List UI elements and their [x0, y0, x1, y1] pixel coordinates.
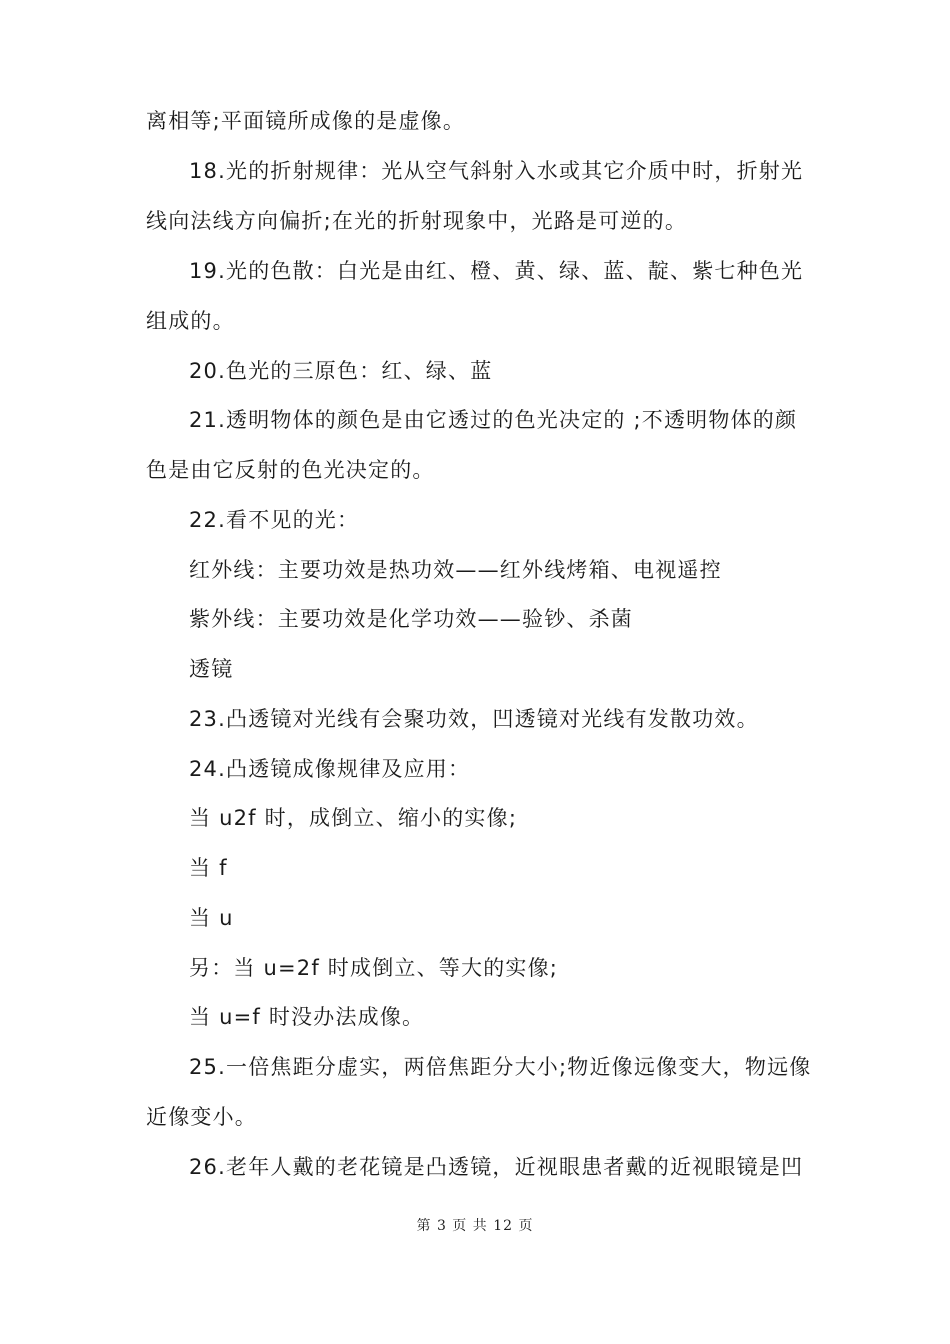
text-line: 24.凸透镜成像规律及应用：: [189, 757, 471, 781]
text-line: 近像变小。: [146, 1105, 257, 1129]
text-line: 红外线：主要功效是热功效——红外线烤箱、电视遥控: [189, 558, 722, 582]
text-line: 离相等;平面镜所成像的是虚像。: [146, 109, 466, 133]
text-line: 当 u=f 时没办法成像。: [189, 1005, 425, 1029]
text-line: 线向法线方向偏折;在光的折射现象中，光路是可逆的。: [146, 209, 688, 233]
text-line: 25.一倍焦距分虚实，两倍焦距分大小;物近像远像变大，物远像: [189, 1055, 812, 1079]
text-line: 另：当 u=2f 时成倒立、等大的实像;: [189, 956, 559, 980]
text-line: 21.透明物体的颜色是由它透过的色光决定的 ;不透明物体的颜: [189, 408, 798, 432]
text-line: 19.光的色散：白光是由红、橙、黄、绿、蓝、靛、紫七种色光: [189, 259, 804, 283]
text-line: 当 u2f 时，成倒立、缩小的实像;: [189, 806, 518, 830]
text-line: 紫外线：主要功效是化学功效——验钞、杀菌: [189, 607, 633, 631]
text-line: 组成的。: [146, 309, 235, 333]
text-line: 当 f: [189, 856, 228, 880]
text-line: 26.老年人戴的老花镜是凸透镜，近视眼患者戴的近视眼镜是凹: [189, 1155, 804, 1179]
text-line: 22.看不见的光：: [189, 508, 360, 532]
text-line: 18.光的折射规律：光从空气斜射入水或其它介质中时，折射光: [189, 159, 804, 183]
text-line: 23.凸透镜对光线有会聚功效，凹透镜对光线有发散功效。: [189, 707, 759, 731]
text-line: 色是由它反射的色光决定的。: [146, 458, 435, 482]
page-number-footer: 第 3 页 共 12 页: [416, 1218, 534, 1234]
text-line: 透镜: [189, 657, 234, 681]
text-line: 当 u: [189, 906, 234, 930]
text-line: 20.色光的三原色：红、绿、蓝: [189, 359, 493, 383]
